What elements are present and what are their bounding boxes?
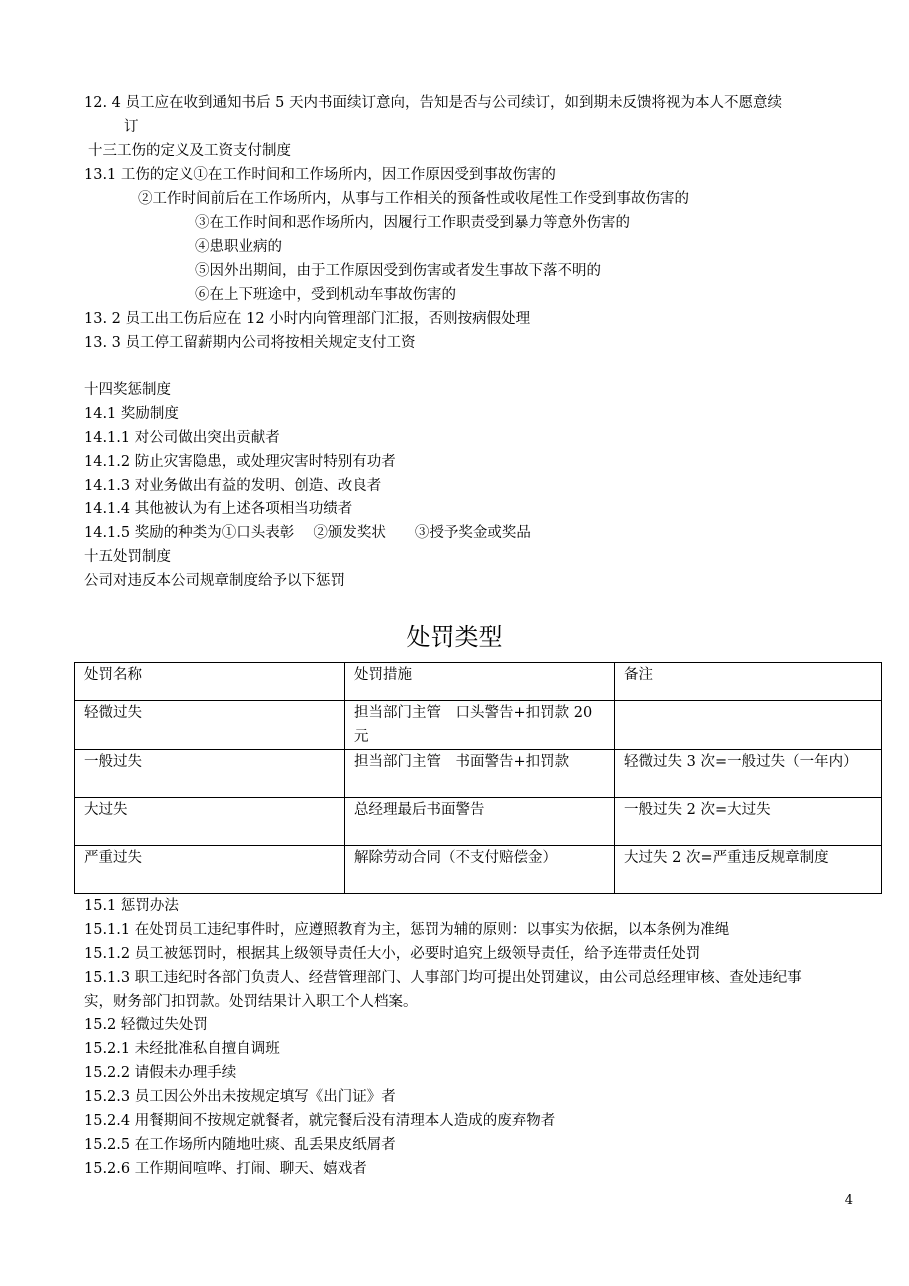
header-cell-measure: 处罚措施 [345, 663, 615, 701]
penalty-table [74, 662, 882, 894]
injury-item-5: ⑤因外出期间，由于工作原因受到伤害或者发生事故下落不明的 [195, 263, 601, 279]
clause-14-1-4: 14.1.4 其他被认为有上述各项相当功绩者 [84, 501, 353, 517]
penalty-name-cell: 大过失 [75, 798, 345, 846]
clause-15-2-5: 15.2.5 在工作场所内随地吐痰、乱丢果皮纸屑者 [84, 1137, 396, 1153]
penalty-table-title: 处罚类型 [406, 623, 503, 651]
section-15-heading: 十五处罚制度 [84, 549, 171, 565]
injury-item-4: ④患职业病的 [195, 239, 282, 255]
clause-15-2-3: 15.2.3 员工因公外出未按规定填写《出门证》者 [84, 1089, 396, 1105]
clause-15-2: 15.2 轻微过失处罚 [84, 1017, 208, 1033]
penalty-measure-cell: 解除劳动合同（不支付赔偿金） [345, 846, 615, 894]
clause-15-1-1: 15.1.1 在处罚员工违纪事件时，应遵照教育为主，惩罚为辅的原则：以事实为依据，以本条例为准绳 [84, 922, 730, 938]
table-row [75, 798, 882, 846]
penalty-name-cell: 严重过失 [75, 846, 345, 894]
header-cell-name: 处罚名称 [75, 663, 345, 701]
section-13-heading: 十三工伤的定义及工资支付制度 [88, 143, 291, 159]
header-cell-note: 备注 [615, 663, 882, 701]
penalty-measure-cell: 担当部门主管 书面警告+扣罚款 [345, 750, 615, 798]
clause-12-4-line2: 订 [124, 119, 139, 135]
penalty-measure-cell: 担当部门主管 口头警告+扣罚款 20 元 [345, 701, 615, 750]
clause-15-1-3-line2: 实，财务部门扣罚款。处罚结果计入职工个人档案。 [84, 994, 418, 1010]
clause-14-1-1: 14.1.1 对公司做出突出贡献者 [84, 430, 280, 446]
table-row [75, 846, 882, 894]
clause-14-1-5: 14.1.5 奖励的种类为①口头表彰 ②颁发奖状 ③授予奖金或奖品 [84, 525, 531, 541]
clause-14-1-3: 14.1.3 对业务做出有益的发明、创造、改良者 [84, 478, 382, 494]
section-14-heading: 十四奖惩制度 [84, 382, 171, 398]
clause-12-4-line1: 12. 4 员工应在收到通知书后 5 天内书面续订意向，告知是否与公司续订，如到期未反馈将视为本人不愿意续 [84, 95, 782, 111]
clause-15-2-1: 15.2.1 未经批准私自擅自调班 [84, 1041, 280, 1057]
penalty-note-cell: 大过失 2 次=严重违反规章制度 [615, 846, 882, 894]
penalty-name-cell: 轻微过失 [75, 701, 345, 750]
clause-15-2-6: 15.2.6 工作期间喧哗、打闹、聊天、嬉戏者 [84, 1161, 367, 1177]
injury-item-3: ③在工作时间和恶作场所内，因履行工作职责受到暴力等意外伤害的 [195, 215, 630, 231]
table-row [75, 701, 882, 750]
clause-15-1: 15.1 惩罚办法 [84, 898, 179, 914]
penalty-note-cell: 轻微过失 3 次=一般过失（一年内） [615, 750, 882, 798]
penalty-note-cell: 一般过失 2 次=大过失 [615, 798, 882, 846]
page-number: 4 [844, 1193, 853, 1208]
clause-15-1-3-line1: 15.1.3 职工违纪时各部门负责人、经营管理部门、人事部门均可提出处罚建议，由公司总经理审核、查处违纪事 [84, 970, 802, 986]
clause-15-2-4: 15.2.4 用餐期间不按规定就餐者，就完餐后没有清理本人造成的废弃物者 [84, 1113, 556, 1129]
clause-15-2-2: 15.2.2 请假未办理手续 [84, 1065, 237, 1081]
clause-13-1: 13.1 工伤的定义①在工作时间和工作场所内，因工作原因受到事故伤害的 [84, 167, 556, 183]
table-header-row [75, 663, 882, 701]
injury-item-2: ②工作时间前后在工作场所内，从事与工作相关的预备性或收尾性工作受到事故伤害的 [138, 191, 689, 207]
clause-14-1-2: 14.1.2 防止灾害隐患，或处理灾害时特别有功者 [84, 454, 396, 470]
penalty-measure-cell: 总经理最后书面警告 [345, 798, 615, 846]
clause-14-1: 14.1 奖励制度 [84, 406, 179, 422]
penalty-note-cell [615, 701, 882, 750]
penalty-name-cell: 一般过失 [75, 750, 345, 798]
injury-item-6: ⑥在上下班途中，受到机动车事故伤害的 [195, 287, 456, 303]
section-15-intro: 公司对违反本公司规章制度给予以下惩罚 [84, 573, 345, 589]
clause-13-3: 13. 3 员工停工留薪期内公司将按相关规定支付工资 [84, 335, 416, 351]
clause-15-1-2: 15.1.2 员工被惩罚时，根据其上级领导责任大小，必要时追究上级领导责任，给予连带责任处罚 [84, 946, 701, 962]
clause-13-2: 13. 2 员工出工伤后应在 12 小时内向管理部门汇报，否则按病假处理 [84, 311, 531, 327]
table-row [75, 750, 882, 798]
